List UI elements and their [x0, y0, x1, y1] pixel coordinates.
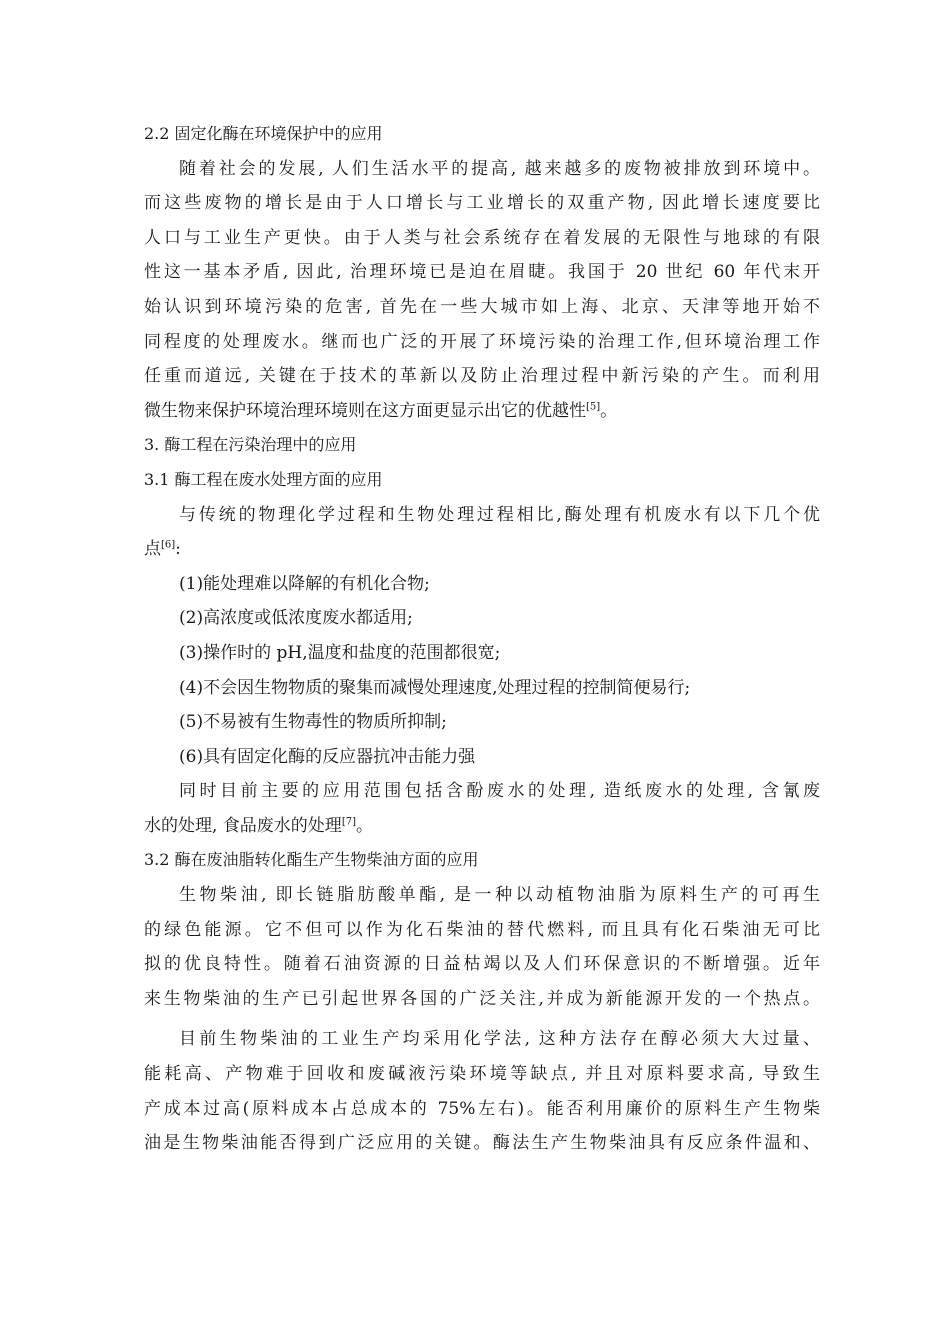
line-text: 3.2 酶在废油脂转化酯生产生物柴油方面的应用 — [144, 850, 479, 870]
citation-reference: [5] — [586, 401, 601, 413]
line-text: 2.2 固定化酶在环境保护中的应用 — [144, 124, 383, 143]
line-text: 人口与工业生产更快。由于人类与社会系统存在着发展的无限性与地球的有限 — [144, 227, 820, 248]
line-text: 3.1 酶工程在废水处理方面的应用 — [144, 469, 383, 489]
text-line — [144, 947, 820, 982]
section-heading — [144, 117, 820, 152]
line-text: 水的处理, 食品废水的处理 — [144, 815, 342, 836]
line-text: 而这些废物的增长是由于人口增长与工业增长的双重产物, 因此增长速度要比 — [144, 193, 820, 214]
text-line — [144, 255, 820, 290]
text-line — [144, 394, 820, 429]
line-text: (6)具有固定化酶的反应器抗冲击能力强 — [179, 746, 476, 767]
document-body — [144, 117, 820, 1161]
line-text: 生物柴油, 即长链脂肪酸单酯, 是一种以动植物油脂为原料生产的可再生 — [179, 885, 820, 906]
section-heading — [144, 463, 820, 498]
text-line — [144, 705, 820, 740]
citation-reference: [7] — [341, 816, 356, 828]
line-text: 性这一基本矛盾, 因此, 治理环境已是迫在眉睫。我国于 20 世纪 60 年代末开 — [144, 262, 820, 283]
line-text: 拟的优良特性。随着石油资源的日益枯竭以及人们环保意识的不断增强。近年 — [144, 954, 820, 975]
line-punctuation: : — [175, 539, 181, 560]
text-line — [144, 982, 820, 1017]
text-line — [144, 774, 820, 809]
text-line — [144, 1126, 820, 1161]
text-line — [144, 498, 820, 533]
line-text: 微生物来保护环境治理环境则在这方面更显示出它的优越性 — [144, 400, 586, 421]
text-line — [144, 532, 820, 567]
line-text: (1)能处理难以降解的有机化合物; — [179, 573, 430, 594]
text-line — [144, 290, 820, 325]
text-line — [144, 1057, 820, 1092]
citation-reference: [6] — [161, 539, 176, 551]
line-text: 始认识到环境污染的危害, 首先在一些大城市如上海、北京、天津等地开始不 — [144, 296, 820, 317]
line-text: 与传统的物理化学过程和生物处理过程相比,酶处理有机废水有以下几个优 — [179, 504, 820, 525]
text-line — [144, 221, 820, 256]
line-text: 能耗高、产物难于回收和废碱液污染环境等缺点, 并且对原料要求高, 导致生 — [144, 1064, 820, 1085]
text-line — [144, 359, 820, 394]
line-text: 来生物柴油的生产已引起世界各国的广泛关注,并成为新能源开发的一个热点。 — [144, 988, 820, 1009]
text-line — [144, 878, 820, 913]
line-punctuation: 。 — [600, 400, 618, 421]
line-text: (5)不易被有生物毒性的物质所抑制; — [179, 712, 447, 733]
line-text: (3)操作时的 pH,温度和盐度的范围都很宽; — [179, 642, 501, 663]
text-line — [144, 1022, 820, 1057]
text-line — [144, 186, 820, 221]
section-heading — [144, 843, 820, 878]
line-text: 点 — [144, 539, 161, 560]
line-text: 同程度的处理废水。继而也广泛的开展了环境污染的治理工作,但环境治理工作 — [144, 331, 820, 352]
text-line — [144, 325, 820, 360]
text-line — [144, 636, 820, 671]
line-text: 产成本过高(原料成本占总成本的 75%左右)。能否利用廉价的原料生产生物柴 — [144, 1098, 820, 1119]
text-line — [144, 601, 820, 636]
text-line — [144, 671, 820, 706]
line-text: 任重而道远, 关键在于技术的革新以及防止治理过程中新污染的产生。而利用 — [144, 366, 820, 387]
line-text: 3. 酶工程在污染治理中的应用 — [144, 435, 357, 455]
text-line — [144, 567, 820, 602]
line-text: (4)不会因生物物质的聚集而减慢处理速度,处理过程的控制简便易行; — [179, 677, 691, 698]
line-text: 的绿色能源。它不但可以作为化石柴油的替代燃料, 而且具有化石柴油无可比 — [144, 919, 820, 940]
line-text: 随着社会的发展, 人们生活水平的提高, 越来越多的废物被排放到环境中。 — [179, 158, 820, 179]
text-line — [144, 809, 820, 844]
line-text: 目前生物柴油的工业生产均采用化学法, 这种方法存在醇必须大大过量、 — [179, 1029, 820, 1050]
text-line — [144, 1092, 820, 1127]
section-heading — [144, 428, 820, 463]
text-line — [144, 740, 820, 775]
line-text: (2)高浓度或低浓度废水都适用; — [179, 608, 413, 629]
line-text: 同时目前主要的应用范围包括含酚废水的处理, 造纸废水的处理, 含氰废 — [179, 781, 820, 802]
text-line — [144, 152, 820, 187]
line-text: 油是生物柴油能否得到广泛应用的关键。酶法生产生物柴油具有反应条件温和、 — [144, 1133, 820, 1154]
line-punctuation: 。 — [355, 815, 373, 836]
text-line — [144, 913, 820, 948]
